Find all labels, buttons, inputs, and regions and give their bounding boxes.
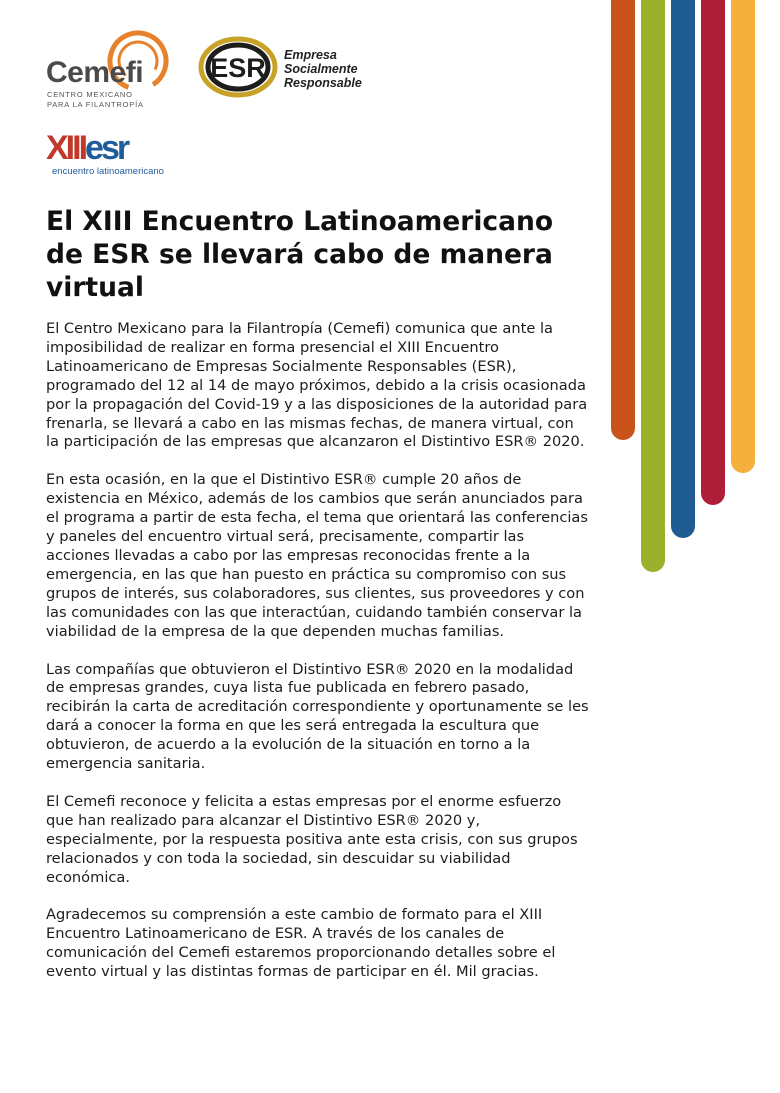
encuentro-subtitle: encuentro latinoamericano — [52, 166, 164, 177]
decorative-bar-red — [701, 0, 725, 505]
esr-tagline-line3: Responsable — [284, 76, 362, 90]
article-paragraph-4: El Cemefi reconoce y felicita a estas empresas por el enorme esfuerzo que han realizado para alcanzar el Distintivo ESR® 2020 y, especialmente, por la respuesta positiva ante esta crisis, con sus grupos relacionados y con toda la sociedad, sin descuidar su viabilidad económica. — [46, 792, 578, 886]
esr-logo — [198, 34, 368, 104]
decorative-bar-green — [641, 0, 665, 572]
article-paragraph-1: El Centro Mexicano para la Filantropía (Cemefi) comunica que ante la imposibilidad de realizar en forma presencial el XIII Encuentro Latinoamericano de Empresas Socialmente Responsables (ESR), programado del 12 al 14 de mayo próximos, debido a la crisis ocasionada por la propagación del Covid-19 y a las disposiciones de la autoridad para frenarla, se llevará a cabo en las mismas fechas, de manera virtual, con la participación de las empresas que alcanzaron el Distintivo ESR® 2020. — [46, 320, 588, 451]
decorative-bar-orange — [611, 0, 635, 440]
article-body — [46, 320, 591, 1001]
esr-tagline-line1: Empresa — [284, 48, 337, 62]
encuentro-mark — [46, 128, 127, 168]
encuentro-mark-roman: XIII — [46, 129, 86, 167]
encuentro-mark-letters: esr — [85, 129, 128, 167]
esr-emblem-icon — [198, 34, 282, 100]
esr-emblem-text: ESR — [210, 53, 266, 83]
cemefi-logo — [45, 28, 170, 108]
article-paragraph-2: En esta ocasión, en la que el Distintivo ESR® cumple 20 años de existencia en México, además de los cambios que serán anunciados para el programa a partir de esta fecha, el tema que orientará las conferencias y paneles del encuentro virtual será, precisamente, compartir las acciones llevadas a cabo por las empresas reconocidas frente a la emergencia, en las que han puesto en práctica su compromiso con sus grupos de interés, sus colaboradores, sus clientes, sus proveedores y con las comunidades con las que interactúan, cuidando también conservar la viabilidad de la empresa de la que dependen muchas familias. — [46, 471, 588, 640]
cemefi-subtitle-line2: PARA LA FILANTROPÍA — [47, 100, 144, 109]
article-title: El XIII Encuentro Latinoamericano de ESR se llevará cabo de manera virtual — [46, 206, 554, 303]
cemefi-wordmark: Cemefi — [46, 56, 144, 89]
encuentro-logo — [46, 128, 166, 184]
decorative-bar-yellow — [731, 0, 755, 473]
cemefi-subtitle-line1: CENTRO MEXICANO — [47, 90, 133, 99]
esr-tagline-line2: Socialmente — [284, 62, 358, 76]
decorative-bar-blue — [671, 0, 695, 538]
article-paragraph-3: Las compañías que obtuvieron el Distintivo ESR® 2020 en la modalidad de empresas grandes, cuya lista fue publicada en febrero pasado, recibirán la carta de acreditación correspondiente y oportunamente se les dará a conocer la forma en que les será entregada la escultura que obtuvieron, de acuerdo a la evolución de la situación en torno a la emergencia sanitaria. — [46, 660, 589, 773]
article-paragraph-5: Agradecemos su comprensión a este cambio de formato para el XIII Encuentro Latinoamericano de ESR. A través de los canales de comunicación del Cemefi estaremos proporcionando detalles sobre el evento virtual y las distintas formas de participar en él. Mil gracias. — [46, 906, 556, 981]
